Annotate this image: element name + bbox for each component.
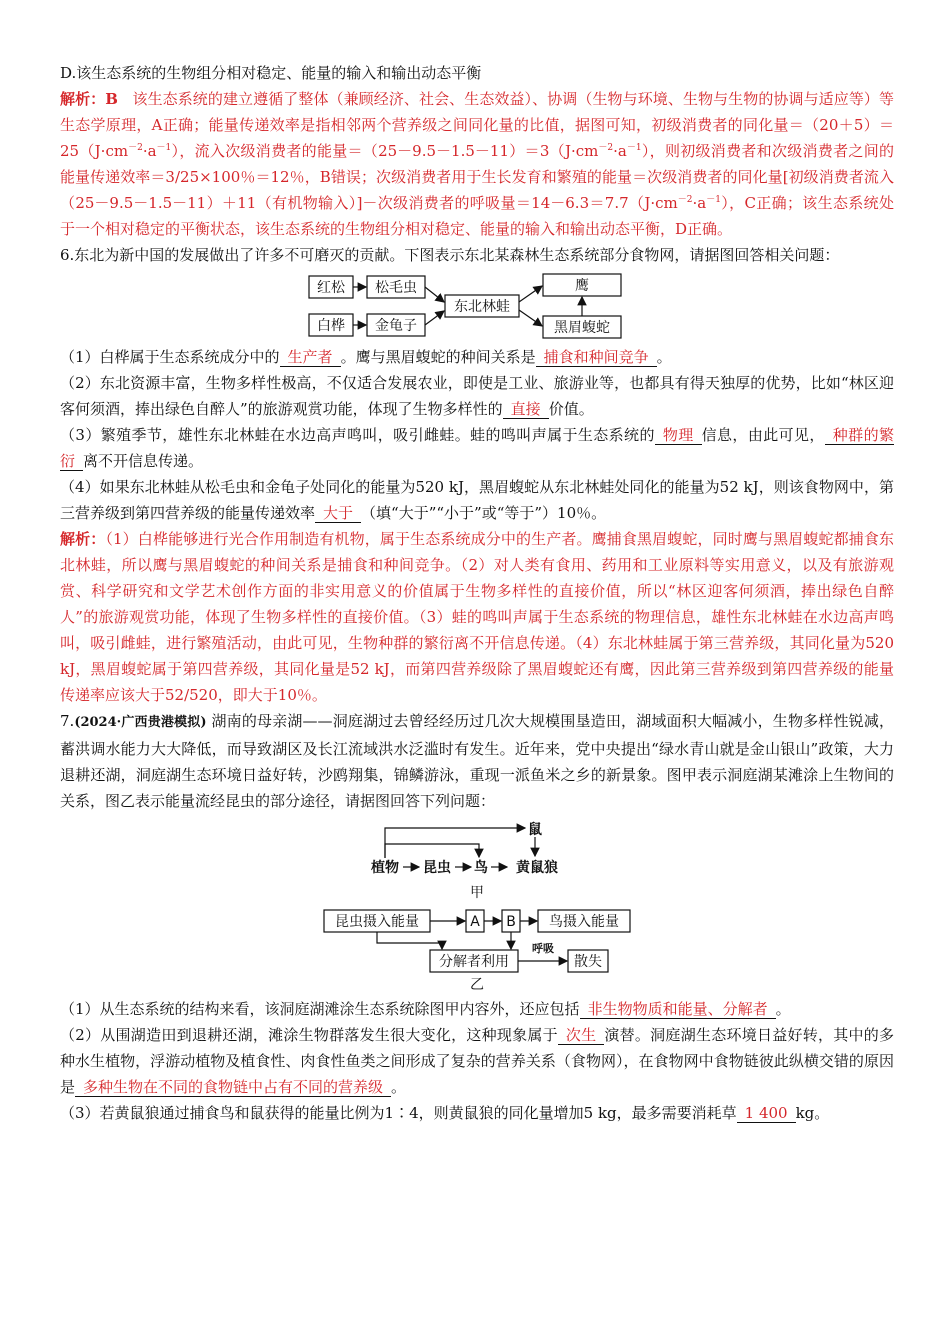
q6-sub1-text: 。 xyxy=(656,348,672,366)
q6-sub1 xyxy=(60,344,894,370)
q5-analysis-text-4: ），C正确；该生态系统处于一个相对稳定的平衡状态，该生态系统的生物组分相对稳定、能量的输入和输出动态平衡，D正确。 xyxy=(60,194,894,238)
edge-arrow xyxy=(377,932,442,949)
q7-figure-jia-svg xyxy=(367,820,587,882)
q6-sub3-answer-1: 物理 xyxy=(655,426,702,445)
yi-node-a: A xyxy=(470,914,480,930)
q5-analysis-text-1: 该生态系统的建立遵循了整体（兼顾经济、社会、生态效益）、协调（生物与环境、生物与生物的协调与适应等）等生态学原理，A正确；能量传递效率是指相邻两个营养级之间同化量的比值，据图可知，初级消费者的同化量＝（20＋5）＝25（J·cm xyxy=(60,90,894,160)
node-linwa: 东北林蛙 xyxy=(454,299,510,315)
q6-sub1-answer-1: 生产者 xyxy=(280,348,341,367)
q6-sub4-text: （填“大于”“小于”或“等于”）10％。 xyxy=(361,504,607,522)
q6-sub1-answer-2: 捕食和种间竞争 xyxy=(536,348,657,367)
q6-food-web-svg xyxy=(307,272,647,340)
unit-superscript: －2 xyxy=(677,195,693,205)
q7-sub2-text: 演替。洞庭湖生态环境日益好转，其中的多种水生植物，浮游动植物及植食性、肉食性鱼类之间形成了复杂的营养关系（食物网），在食物网中食物链彼此纵横交错的原因是 xyxy=(60,1026,894,1096)
unit-superscript: －1 xyxy=(156,143,172,153)
node-jinguizi: 金龟子 xyxy=(375,318,417,334)
q6-analysis-label: 解析： xyxy=(60,530,106,548)
q5-analysis xyxy=(60,86,894,242)
jia-node-huangshulang: 黄鼠狼 xyxy=(516,860,558,876)
q6-sub4 xyxy=(60,474,894,526)
q7-sub3-answer: 1 400 xyxy=(737,1104,796,1123)
q7-sub2-answer-2: 多种生物在不同的食物链中占有不同的营养级 xyxy=(75,1078,391,1097)
jia-node-kunchong: 昆虫 xyxy=(423,860,451,876)
q7-figure-jia-caption: 甲 xyxy=(470,885,484,901)
q7-sub2 xyxy=(60,1022,894,1100)
unit-text: ·a xyxy=(142,142,157,160)
node-fushe: 黑眉蝮蛇 xyxy=(554,320,610,336)
q6-sub2-answer: 直接 xyxy=(503,400,549,419)
q6-sub2-text: 价值。 xyxy=(548,400,594,418)
edge-arrow xyxy=(425,311,444,325)
q7-stem-text: 湖南的母亲湖——洞庭湖过去曾经经历过几次大规模围垦造田，湖域面积大幅减小，生物多样性锐减，蓄洪调水能力大大降低，而导致湖区及长江流域洪水泛滥时有发生。近年来，党中央提出“绿水青山就是金山银山”政策，大力退耕还湖，洞庭湖生态环境日益好转，沙鸥翔集，锦鳞游泳，重现一派鱼米之乡的新景象。图甲表示洞庭湖某滩涂上生物间的关系，图乙表示能量流经昆虫的部分途径，请据图回答下列问题： xyxy=(60,712,894,810)
yi-edge-label-respiration: 呼吸 xyxy=(532,942,554,955)
unit-superscript: －2 xyxy=(598,143,614,153)
jia-node-shu: 鼠 xyxy=(528,822,542,838)
jia-node-zhiwu: 植物 xyxy=(371,860,399,876)
unit-text: ·a xyxy=(613,142,627,160)
unit-text: ·a xyxy=(692,194,707,212)
q7-sub1-answer: 非生物物质和能量、分解者 xyxy=(580,1000,776,1019)
q7-figure-jia xyxy=(367,820,587,882)
q6-sub2 xyxy=(60,370,894,422)
edge-arrow xyxy=(425,287,444,302)
node-baihua: 白桦 xyxy=(317,318,345,334)
q7-sub2-text: （2）从围湖造田到退耕还湖，滩涂生物群落发生很大变化，这种现象属于 xyxy=(60,1026,558,1044)
q6-sub3-text: 离不开信息传递。 xyxy=(83,452,204,470)
q6-sub3-text: 信息，由此可见， xyxy=(701,426,825,444)
jia-node-niao: 鸟 xyxy=(474,860,488,876)
unit-superscript: －2 xyxy=(128,143,143,153)
q7-sub3 xyxy=(60,1100,894,1126)
q6-sub4-text: （4）如果东北林蛙从松毛虫和金龟子处同化的能量为520 kJ，黑眉蝮蛇从东北林蛙处同化的能量为52 kJ，则该食物网中，第三营养级到第四营养级的能量传递效率 xyxy=(60,478,894,522)
q7-stem xyxy=(60,708,894,814)
edge-arrow xyxy=(385,844,479,858)
q7-sub1-text: 。 xyxy=(775,1000,791,1018)
q7-figure-yi-caption: 乙 xyxy=(470,977,484,993)
edge-arrow xyxy=(519,310,542,326)
edge-arrow xyxy=(385,828,525,858)
unit-superscript: －1 xyxy=(706,195,721,205)
q7-sub1-text: （1）从生态系统的结构来看，该洞庭湖滩涂生态系统除图甲内容外，还应包括 xyxy=(60,1000,580,1018)
q7-figure-yi-svg xyxy=(322,908,632,974)
q5-analysis-text-2: ），流入次级消费者的能量＝（25－9.5－1.5－11）＝3（J·cm xyxy=(171,142,599,160)
node-songmaochong: 松毛虫 xyxy=(375,280,417,296)
yi-node-loss: 散失 xyxy=(574,954,602,970)
q6-sub4-answer: 大于 xyxy=(315,504,361,523)
yi-node-bird-intake: 鸟摄入能量 xyxy=(549,914,619,930)
yi-node-decomposer: 分解者利用 xyxy=(439,954,509,970)
node-hongsong: 红松 xyxy=(317,280,345,296)
q6-sub3-answer-2: 种群的繁衍 xyxy=(60,426,894,470)
q7-sub2-answer-1: 次生 xyxy=(558,1026,605,1045)
q6-sub3 xyxy=(60,422,894,474)
q6-analysis-text: （1）白桦能够进行光合作用制造有机物，属于生态系统成分中的生产者。鹰捕食黑眉蝮蛇，同时鹰与黑眉蝮蛇都捕食东北林蛙，所以鹰与黑眉蝮蛇的种间关系是捕食和种间竞争。（2）对人类有食用、药用和工业原料等实用意义，以及有旅游观赏、科学研究和文学艺术创作方面的非实用意义的价值属于生物多样性的直接价值，所以“林区迎客何须酒，捧出绿色自醉人”的旅游观赏功能，体现了生物多样性的直接价值。（3）蛙的鸣叫声属于生态系统的物理信息，雄性东北林蛙在水边高声鸣叫，吸引雌蛙，进行繁殖活动，由此可见，生物种群的繁衍离不开信息传递。（4）东北林蛙属于第三营养级，其同化量为520 kJ，黑眉蝮蛇属于第四营养级，其同化量是52 kJ，而第四营养级除了黑眉蝮蛇还有鹰，因此第三营养级到第四营养级的能量传递率应该大于52/520，即大于10％。 xyxy=(60,530,894,704)
q5-analysis-text-3: ），则初级消费者和次级消费者之间的能量传递效率＝3/25×100％＝12％，B错误；次级消费者用于生长发育和繁殖的能量＝次级消费者的同化量[初级消费者流入（25－9.5－1.5－11）＋11（有机物输入）]－次级消费者的呼吸量＝14－6.3＝7.7（J·cm xyxy=(60,142,894,212)
node-ying: 鹰 xyxy=(575,278,589,294)
q7-sub1 xyxy=(60,996,894,1022)
q7-figure-yi xyxy=(322,908,632,974)
q6-food-web-figure xyxy=(307,272,647,340)
q6-sub3-text: （3）繁殖季节，雄性东北林蛙在水边高声鸣叫，吸引雌蛙。蛙的鸣叫声属于生态系统的 xyxy=(60,426,655,444)
yi-node-b: B xyxy=(506,914,516,930)
q7-source: (2024·广西贵港模拟) xyxy=(74,715,207,730)
edge-arrow xyxy=(519,286,542,302)
q6-sub2-text: （2）东北资源丰富，生物多样性极高，不仅适合发展农业，即使是工业、旅游业等，也都具有得天独厚的优势，比如“林区迎客何须酒，捧出绿色自醉人”的旅游观赏功能，体现了生物多样性的 xyxy=(60,374,894,418)
q7-sub3-text: kg。 xyxy=(795,1104,830,1122)
q6-analysis xyxy=(60,526,894,708)
q5-analysis-label: 解析： xyxy=(60,90,106,108)
q6-stem: 6.东北为新中国的发展做出了许多不可磨灭的贡献。下图表示东北某森林生态系统部分食物网，请据图回答相关问题： xyxy=(60,246,840,264)
q6-sub1-text: 。鹰与黑眉蝮蛇的种间关系是 xyxy=(340,348,536,366)
q7-sub2-text: 。 xyxy=(391,1078,407,1096)
q5-option-d: D.该生态系统的生物组分相对稳定、能量的输入和输出动态平衡 xyxy=(60,64,482,82)
yi-node-insect-intake: 昆虫摄入能量 xyxy=(335,914,419,930)
unit-superscript: －1 xyxy=(626,143,642,153)
q7-number: 7. xyxy=(60,712,75,730)
q7-sub3-text: （3）若黄鼠狼通过捕食鸟和鼠获得的能量比例为1∶4，则黄鼠狼的同化量增加5 kg，最多需要消耗草 xyxy=(60,1104,737,1122)
q6-sub1-text: （1）白桦属于生态系统成分中的 xyxy=(60,348,280,366)
q5-analysis-answer: B xyxy=(105,90,118,108)
document-page xyxy=(60,60,894,1126)
